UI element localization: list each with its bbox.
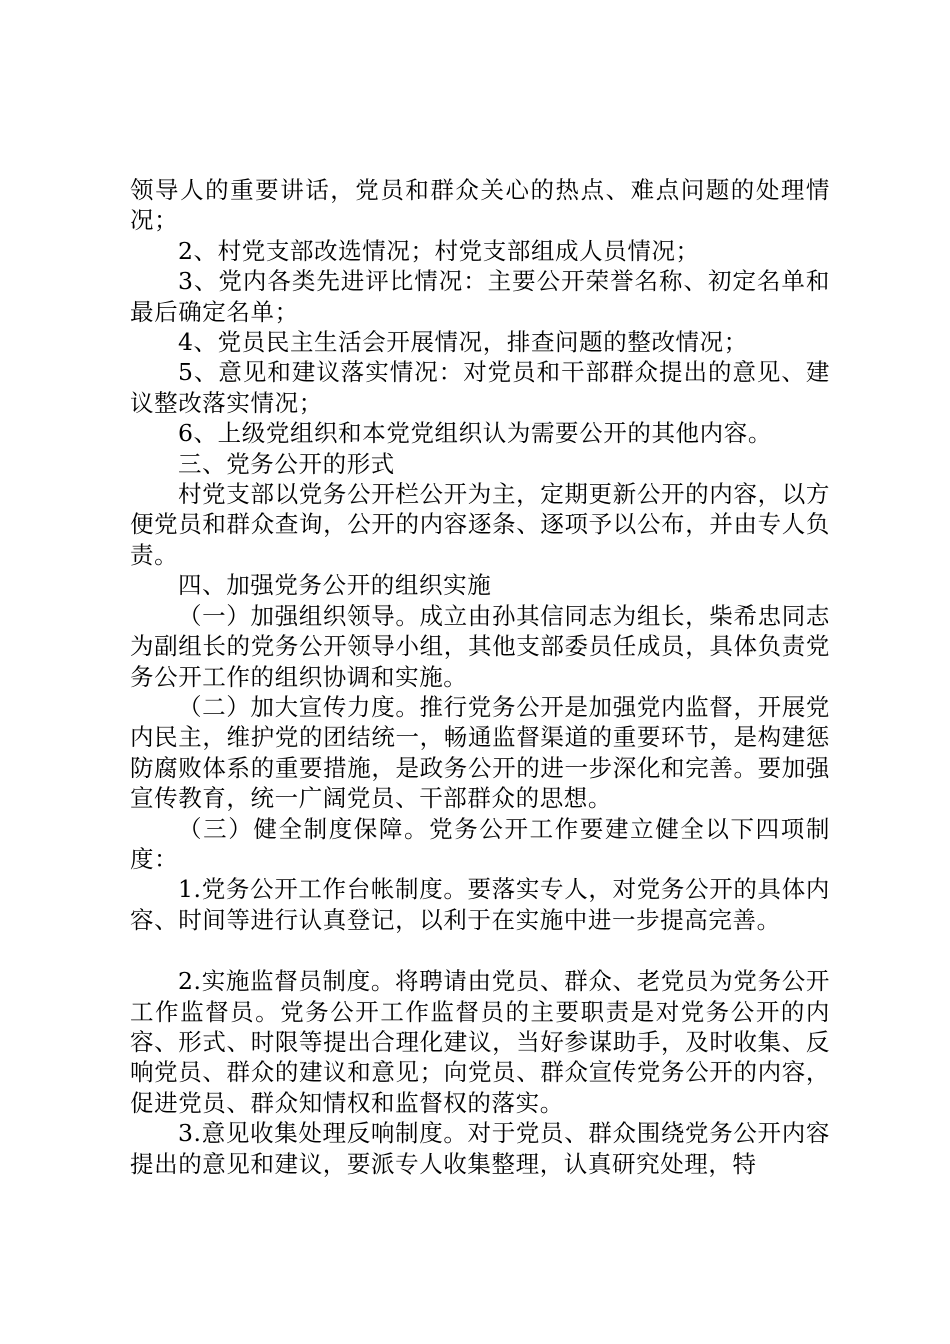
blank-line [130,935,830,966]
paragraph-11: 1.党务公开工作台帐制度。要落实专人，对党务公开的具体内容、时间等进行认真登记，以利于在实施中进一步提高完善。 [130,875,830,934]
paragraph-2: 2、村党支部改选情况；村党支部组成人员情况； [178,236,700,265]
paragraph-7: 村党支部以党务公开栏公开为主，定期更新公开的内容，以方便党员和群众查询，公开的内容逐条、逐项予以公布，并由专人负责。 [130,480,830,569]
paragraph-5: 5、意见和建议落实情况：对党员和干部群众提出的意见、建议整改落实情况； [130,358,830,417]
paragraph-10: （三）健全制度保障。党务公开工作要建立健全以下四项制度： [130,814,830,873]
paragraph-12: 2.实施监督员制度。将聘请由党员、群众、老党员为党务公开工作监督员。党务公开工作监督员的主要职责是对党务公开的内容、形式、时限等提出合理化建议，当好参谋助手，及时收集、反响党员、群众的建议和意见；向党员、群众宣传党务公开的内容，促进党员、群众知情权和监督权的落实。 [130,967,830,1117]
paragraph-13: 3.意见收集处理反响制度。对于党员、群众围绕党务公开内容提出的意见和建议，要派专人收集整理，认真研究处理，特 [130,1119,830,1178]
paragraph-8: （一）加强组织领导。成立由孙其信同志为组长，柴希忠同志为副组长的党务公开领导小组，其他支部委员任成员，具体负责党务公开工作的组织协调和实施。 [130,601,830,691]
paragraph-3: 3、党内各类先进评比情况：主要公开荣誉名称、初定名单和最后确定名单； [130,267,830,326]
paragraph-9: （二）加大宣传力度。推行党务公开是加强党内监督，开展党内民主，维护党的团结统一，畅通监督渠道的重要环节，是构建惩防腐败体系的重要措施，是政务公开的进一步深化和完善。要加强宣传教育，统一广阔党员、干部群众的思想。 [130,692,830,813]
paragraph-6: 6、上级党组织和本党党组织认为需要公开的其他内容。 [178,419,772,448]
section-heading-3: 三、党务公开的形式 [178,449,395,478]
paragraph-1: 领导人的重要讲话，党员和群众关心的热点、难点问题的处理情况； [130,176,830,235]
section-heading-4: 四、加强党务公开的组织实施 [178,571,492,600]
paragraph-4: 4、党员民主生活会开展情况，排查问题的整改情况； [178,328,748,357]
document-body [130,175,830,1179]
